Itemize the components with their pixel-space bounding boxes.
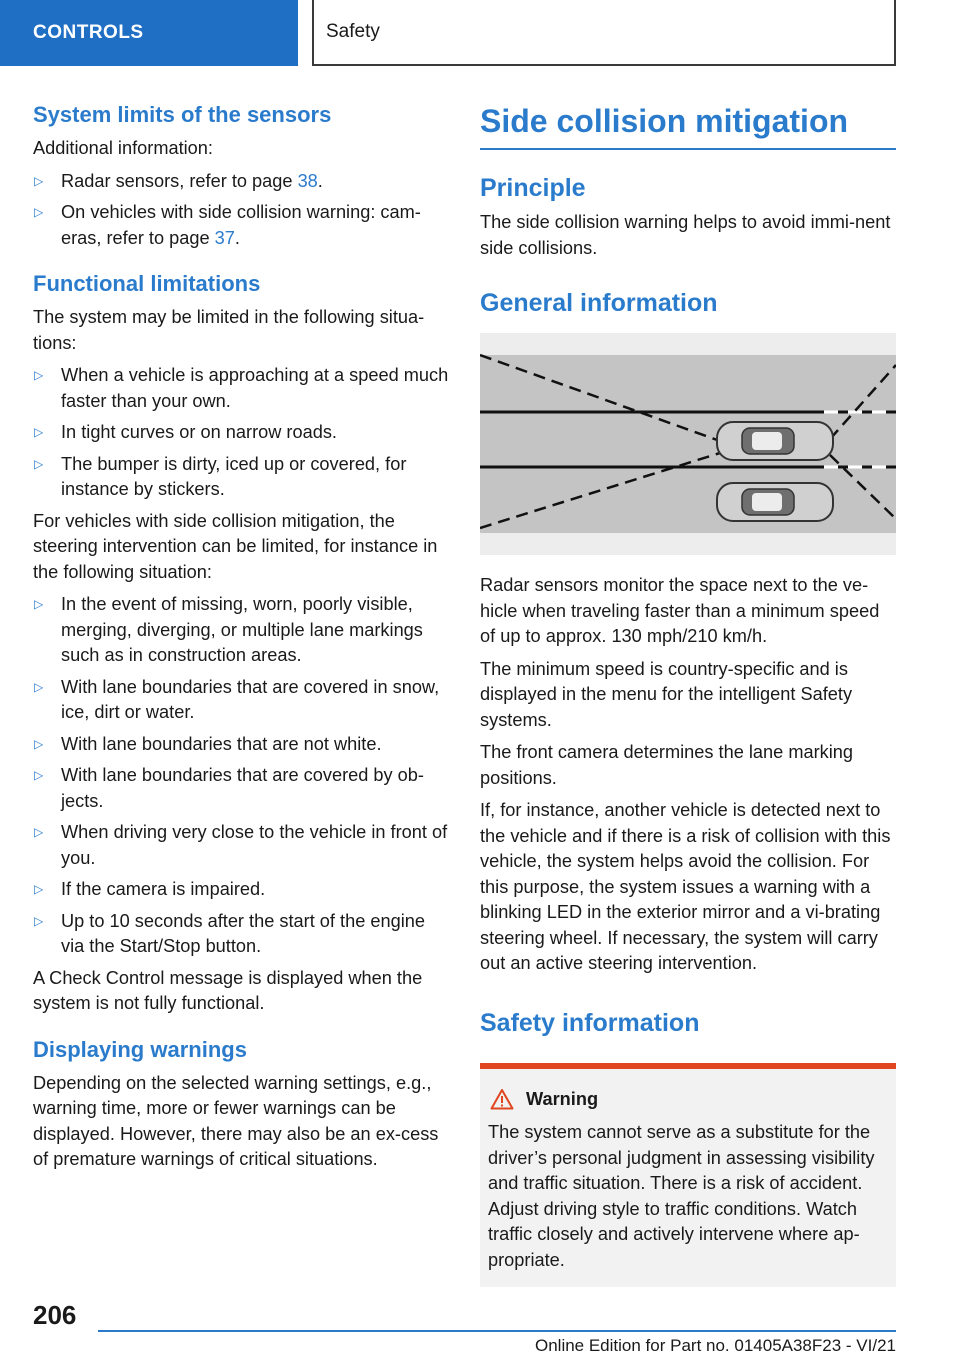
warning-text: The system cannot serve as a substitute for the driver’s personal judgment in assessing visibility and traffic situation. There is a risk of accident. Adjust driving style to traffic conditions. Watch traffic closely and actively intervene where ap‐propriate.: [488, 1122, 875, 1270]
principle-text: The side collision warning helps to avoid immi‐nent side collisions.: [480, 212, 891, 258]
page-link[interactable]: 38: [297, 170, 318, 191]
warning-box: [480, 1069, 896, 1288]
left-column: [33, 100, 449, 1180]
general-heading: General information: [480, 289, 718, 317]
bullet-triangle-icon: ▷: [34, 825, 44, 839]
steering-limit-para: For vehicles with side collision mitigation, the steering intervention can be limited, for instance in the following situation:: [33, 510, 438, 582]
bullet-triangle-icon: ▷: [34, 736, 44, 751]
chapter-title: Safety: [312, 0, 896, 66]
list-item: ▷ In the event of missing, worn, poorly visible, merging, diverging, or multiple lane markings such as in construction areas.: [34, 594, 423, 665]
warning-label: Warning: [526, 1088, 599, 1109]
footer-divider: [98, 1330, 896, 1332]
bullet-triangle-icon: ▷: [34, 882, 44, 896]
list-item: ▷ When a vehicle is approaching at a speed much faster than your own.: [34, 365, 449, 411]
page-number: 206: [33, 1300, 77, 1330]
safety-heading: Safety information: [480, 1008, 700, 1037]
edition-note: Online Edition for Part no. 01405A38F23 - VI/21: [534, 1336, 896, 1355]
page-link[interactable]: 37: [214, 227, 235, 248]
list-item: ▷ The bumper is dirty, iced up or covered, for instance by stickers.: [34, 453, 407, 499]
warning-title: [488, 1087, 888, 1113]
adjacent-car-icon: [717, 483, 833, 521]
section-tab: CONTROLS: [0, 0, 298, 66]
warnings-text: Depending on the selected warning settings, e.g., warning time, more or fewer warnings can be displayed. However, there may also be an ex‐cess of premature warnings of critical situations.: [33, 1072, 439, 1169]
bullet-triangle-icon: ▷: [34, 368, 44, 382]
right-column: [480, 100, 896, 1287]
general-para-3: The front camera determines the lane marking positions.: [480, 742, 854, 788]
general-para-2: The minimum speed is country-specific and is displayed in the menu for the intelligent Safety systems.: [480, 658, 853, 730]
list-item: ▷ With lane boundaries that are covered by ob‐jects.: [34, 765, 424, 811]
bullet-triangle-icon: ▷: [34, 679, 44, 694]
bullet-triangle-icon: ▷: [34, 913, 44, 928]
limitations-intro: The system may be limited in the following situa‐tions:: [33, 307, 425, 353]
steering-limit-list: [33, 592, 449, 960]
bullet-triangle-icon: ▷: [34, 425, 44, 439]
warnings-heading: Displaying warnings: [33, 1036, 247, 1062]
bullet-triangle-icon: ▷: [34, 456, 44, 471]
list-item: ▷ In tight curves or on narrow roads.: [33, 420, 449, 446]
general-para-4: If, for instance, another vehicle is detected next to the vehicle and if there is a risk of collision with this vehicle, the system helps avoid the collision. For this purpose, the system issues a warning with a blinking LED in the exterior mirror and a vi‐brating steering wheel. If necessary, the system will carry out an active steering intervention.: [480, 800, 891, 973]
bullet-triangle-icon: ▷: [34, 205, 44, 219]
list-item: ▷ With lane boundaries that are not white.: [33, 732, 449, 758]
warning-triangle-icon: [490, 1088, 514, 1110]
lane-diagram-illustration: [480, 333, 896, 555]
ego-car-icon: [717, 422, 833, 460]
list-item: ▷ Radar sensors, refer to page 38.: [33, 169, 449, 195]
page-title: Side collision mitigation: [480, 100, 896, 150]
lane-diagram: [480, 333, 896, 555]
bullet-triangle-icon: ▷: [34, 597, 44, 611]
limitations-heading: Functional limitations: [33, 271, 261, 296]
list-item: ▷ With lane boundaries that are covered in snow, ice, dirt or water.: [34, 676, 440, 722]
sensors-intro: Additional information:: [33, 138, 213, 158]
sensors-heading: System limits of the sensors: [33, 102, 332, 127]
principle-heading: Principle: [480, 174, 586, 202]
bullet-triangle-icon: ▷: [34, 768, 44, 782]
check-control-para: A Check Control message is displayed when the system is not fully functional.: [33, 967, 423, 1013]
list-item: ▷ Up to 10 seconds after the start of the engine via the Start/Stop button.: [34, 910, 425, 956]
list-item: ▷ On vehicles with side collision warning: cam‐eras, refer to page 37.: [34, 202, 421, 248]
sensors-list: [33, 169, 449, 252]
list-item: ▷ If the camera is impaired.: [33, 877, 449, 903]
bullet-triangle-icon: ▷: [34, 173, 44, 188]
general-para-1: Radar sensors monitor the space next to the ve‐hicle when traveling faster than a minimum speed of up to approx. 130 mph/210 km/h.: [480, 575, 880, 646]
limitations-list: [33, 363, 449, 503]
list-item: ▷ When driving very close to the vehicle in front of you.: [34, 822, 448, 868]
